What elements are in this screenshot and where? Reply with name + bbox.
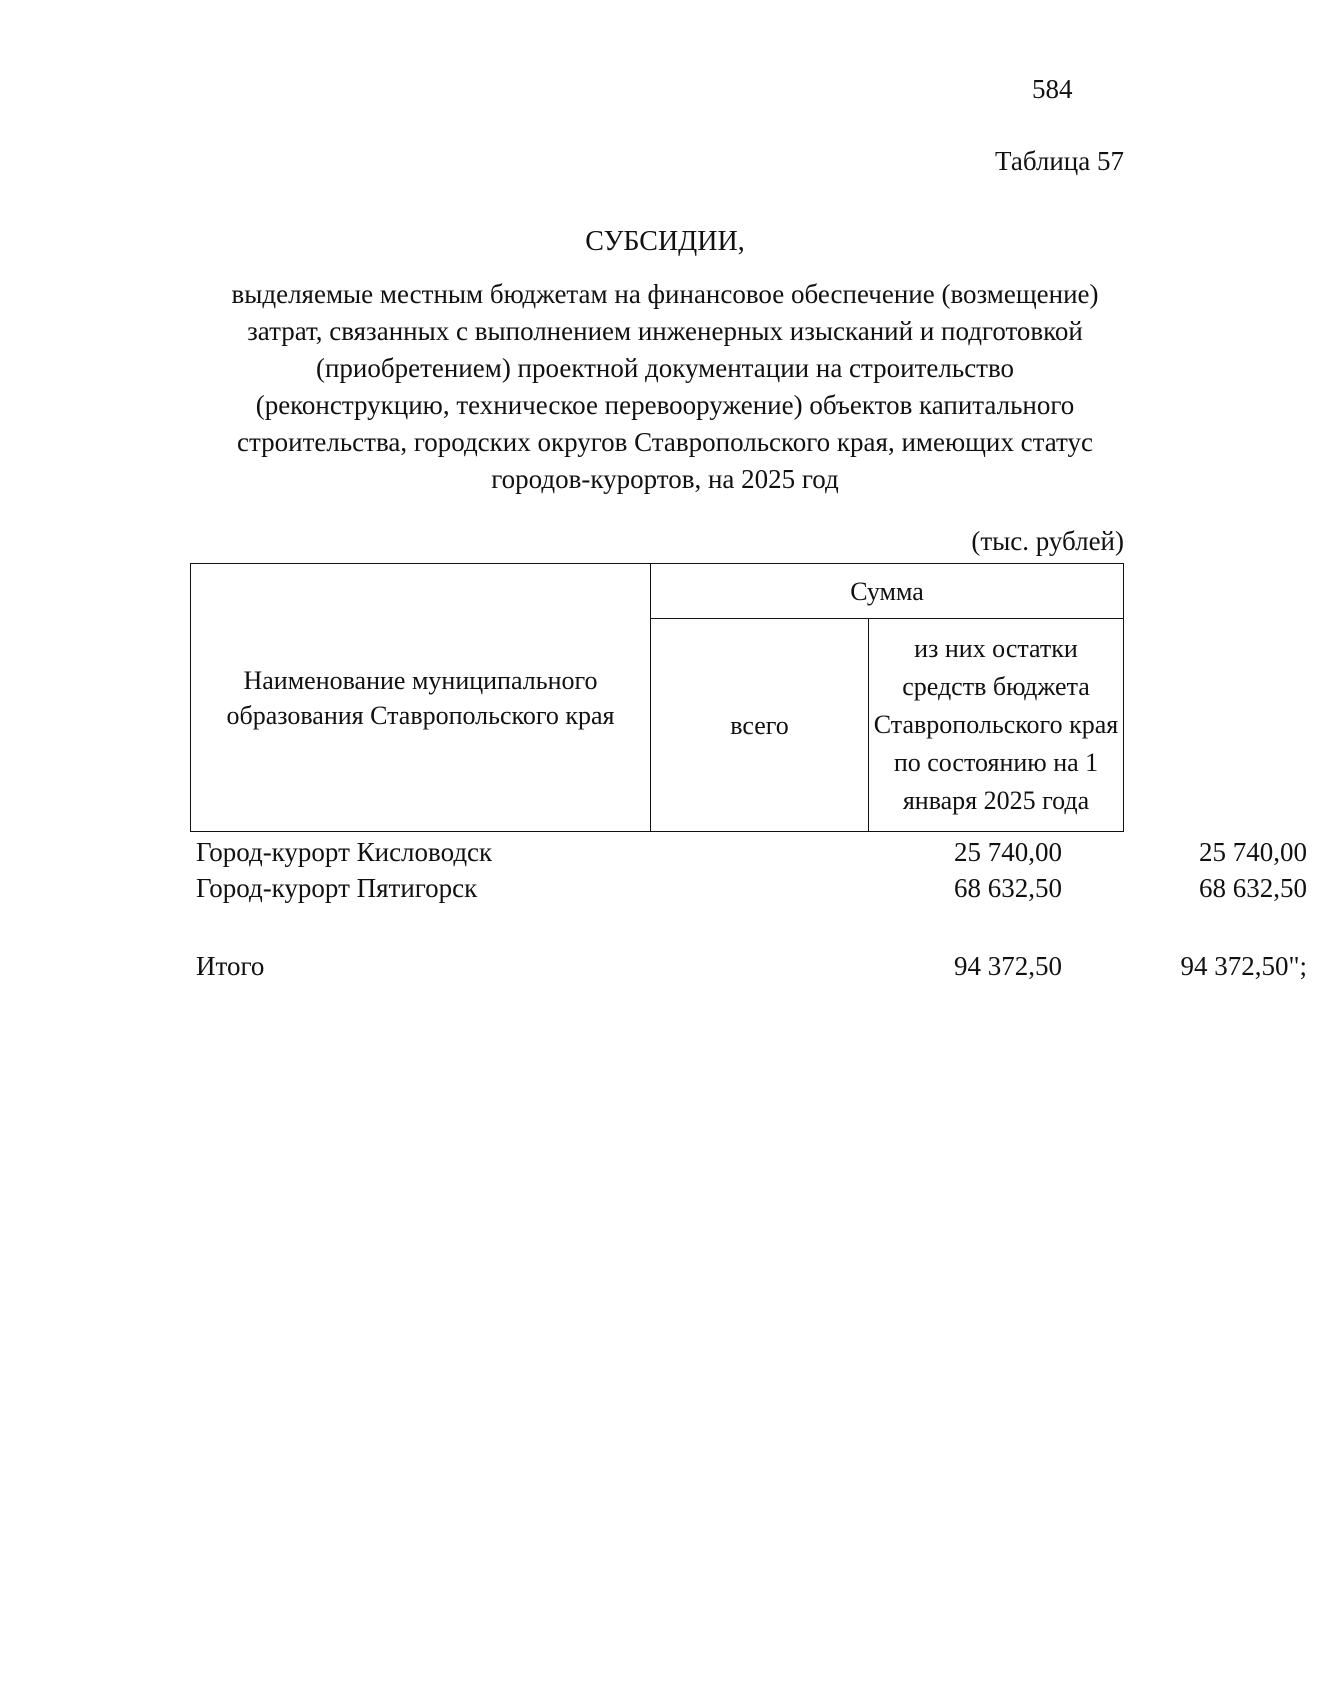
units-note: (тыс. рублей) xyxy=(971,526,1124,556)
subtitle-line: строительства, городских округов Ставропольского края, имеющих статус xyxy=(237,427,1093,457)
header-total: всего xyxy=(651,619,869,832)
row-remainder: 68 632,50 xyxy=(1199,873,1307,903)
row-total: 68 632,50 xyxy=(954,873,1062,903)
subtitle-line: затрат, связанных с выполнением инженерных изысканий и подготовкой xyxy=(247,316,1083,346)
total-label: Итого xyxy=(196,951,265,981)
total-row xyxy=(196,948,1307,984)
table-label: Таблица 57 xyxy=(995,146,1124,176)
table-row xyxy=(196,870,1307,906)
subtitle-line: (приобретением) проектной документации на строительство xyxy=(315,353,1015,383)
table-header xyxy=(190,563,1124,832)
subtitle-line: (реконструкцию, техническое перевооружение) объектов капитального xyxy=(255,390,1075,420)
row-name: Город-курорт Пятигорск xyxy=(196,873,478,903)
subtitle-line: выделяемые местным бюджетам на финансовое обеспечение (возмещение) xyxy=(231,279,1099,309)
row-total: 25 740,00 xyxy=(954,837,1062,867)
document-title: СУБСИДИИ, xyxy=(585,226,745,257)
row-name: Город-курорт Кисловодск xyxy=(196,837,493,867)
table-body xyxy=(196,834,1307,984)
row-remainder: 25 740,00 xyxy=(1199,837,1307,867)
page-number: 584 xyxy=(1032,74,1073,104)
subtitle-line: городов-курортов, на 2025 год xyxy=(491,464,839,494)
document-subtitle xyxy=(200,276,1130,498)
total-remainder: 94 372,50"; xyxy=(1180,951,1307,981)
header-sum: Сумма xyxy=(651,564,1124,619)
table-row xyxy=(196,834,1307,870)
total-value: 94 372,50 xyxy=(954,951,1062,981)
header-municipality-name: Наименование муниципального образования Ставропольского края xyxy=(191,564,651,832)
header-remainder: из них остатки средств бюджета Ставропольского края по состоянию на 1 января 2025 года xyxy=(869,619,1124,832)
